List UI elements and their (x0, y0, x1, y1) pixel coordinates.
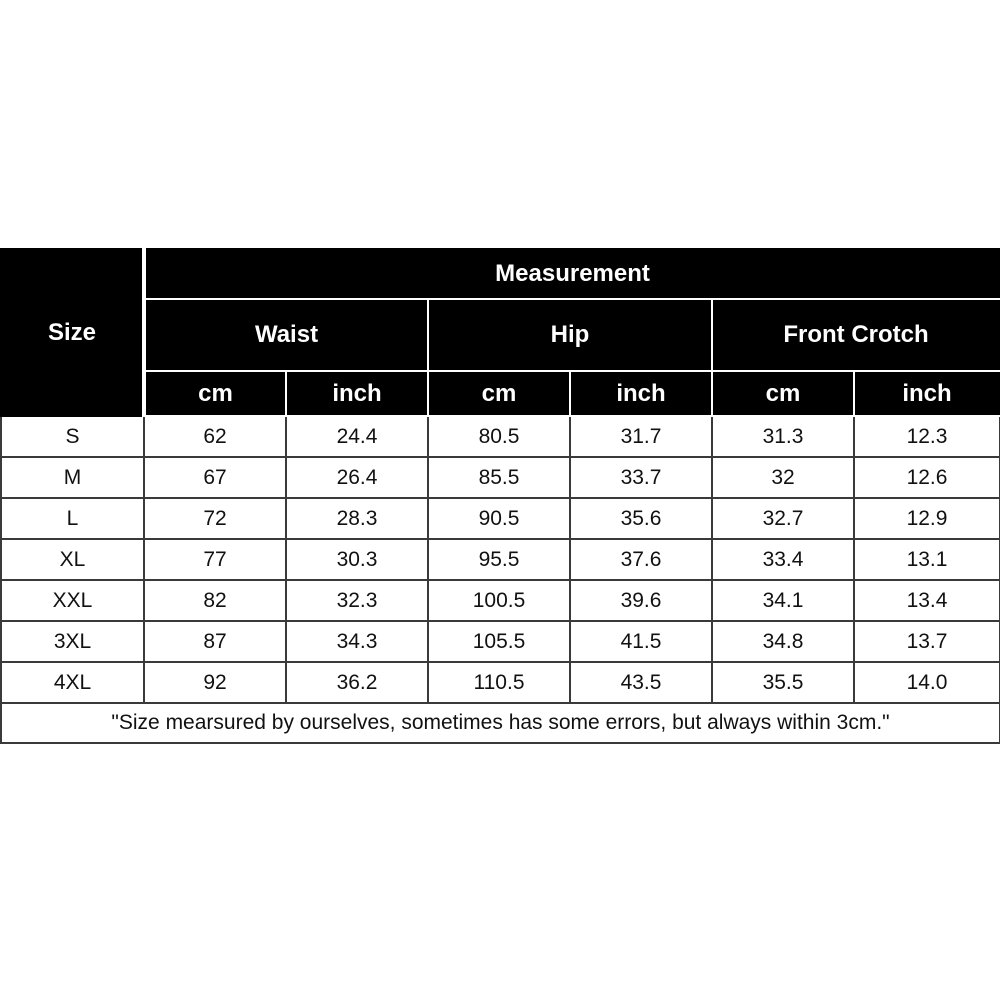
size-cell: L (1, 498, 144, 539)
table-row (1, 416, 1000, 457)
crotch-inch-cell: 12.3 (854, 416, 1000, 457)
size-cell: 3XL (1, 621, 144, 662)
hip-cm-cell: 95.5 (428, 539, 570, 580)
crotch-inch-cell: 12.6 (854, 457, 1000, 498)
table-row (1, 539, 1000, 580)
table-row (1, 498, 1000, 539)
size-cell: 4XL (1, 662, 144, 703)
waist-cm-cell: 72 (144, 498, 286, 539)
hip-cm-cell: 85.5 (428, 457, 570, 498)
hip-inch-cell: 39.6 (570, 580, 712, 621)
front-crotch-header: Front Crotch (712, 299, 1000, 371)
crotch-inch-cell: 13.1 (854, 539, 1000, 580)
crotch-cm-cell: 34.1 (712, 580, 854, 621)
crotch-cm-cell: 34.8 (712, 621, 854, 662)
size-cell: S (1, 416, 144, 457)
waist-cm-cell: 62 (144, 416, 286, 457)
unit-header-crotch-cm: cm (712, 371, 854, 416)
size-cell: XXL (1, 580, 144, 621)
crotch-cm-cell: 31.3 (712, 416, 854, 457)
unit-header-hip-cm: cm (428, 371, 570, 416)
waist-inch-cell: 26.4 (286, 457, 428, 498)
waist-cm-cell: 82 (144, 580, 286, 621)
crotch-inch-cell: 14.0 (854, 662, 1000, 703)
hip-cm-cell: 80.5 (428, 416, 570, 457)
size-footnote: "Size mearsured by ourselves, sometimes has some errors, but always within 3cm." (1, 703, 1000, 743)
table-row (1, 662, 1000, 703)
measurement-header: Measurement (144, 249, 1000, 299)
unit-header-waist-cm: cm (144, 371, 286, 416)
hip-inch-cell: 37.6 (570, 539, 712, 580)
waist-inch-cell: 24.4 (286, 416, 428, 457)
crotch-cm-cell: 33.4 (712, 539, 854, 580)
hip-inch-cell: 33.7 (570, 457, 712, 498)
crotch-inch-cell: 12.9 (854, 498, 1000, 539)
table-row (1, 457, 1000, 498)
size-chart-table (0, 248, 1000, 744)
waist-inch-cell: 34.3 (286, 621, 428, 662)
hip-inch-cell: 41.5 (570, 621, 712, 662)
table-row (1, 580, 1000, 621)
crotch-cm-cell: 32 (712, 457, 854, 498)
size-rows (1, 416, 1000, 703)
waist-inch-cell: 36.2 (286, 662, 428, 703)
hip-cm-cell: 105.5 (428, 621, 570, 662)
waist-inch-cell: 30.3 (286, 539, 428, 580)
waist-cm-cell: 87 (144, 621, 286, 662)
crotch-inch-cell: 13.7 (854, 621, 1000, 662)
waist-cm-cell: 67 (144, 457, 286, 498)
crotch-cm-cell: 32.7 (712, 498, 854, 539)
crotch-inch-cell: 13.4 (854, 580, 1000, 621)
size-column-header: Size (1, 249, 144, 416)
unit-header-hip-inch: inch (570, 371, 712, 416)
waist-cm-cell: 92 (144, 662, 286, 703)
size-cell: XL (1, 539, 144, 580)
size-cell: M (1, 457, 144, 498)
waist-cm-cell: 77 (144, 539, 286, 580)
hip-inch-cell: 43.5 (570, 662, 712, 703)
unit-header-crotch-inch: inch (854, 371, 1000, 416)
hip-inch-cell: 35.6 (570, 498, 712, 539)
waist-header: Waist (144, 299, 428, 371)
crotch-cm-cell: 35.5 (712, 662, 854, 703)
waist-inch-cell: 28.3 (286, 498, 428, 539)
unit-header-waist-inch: inch (286, 371, 428, 416)
hip-cm-cell: 110.5 (428, 662, 570, 703)
table-row (1, 621, 1000, 662)
hip-header: Hip (428, 299, 712, 371)
hip-cm-cell: 100.5 (428, 580, 570, 621)
hip-cm-cell: 90.5 (428, 498, 570, 539)
hip-inch-cell: 31.7 (570, 416, 712, 457)
waist-inch-cell: 32.3 (286, 580, 428, 621)
